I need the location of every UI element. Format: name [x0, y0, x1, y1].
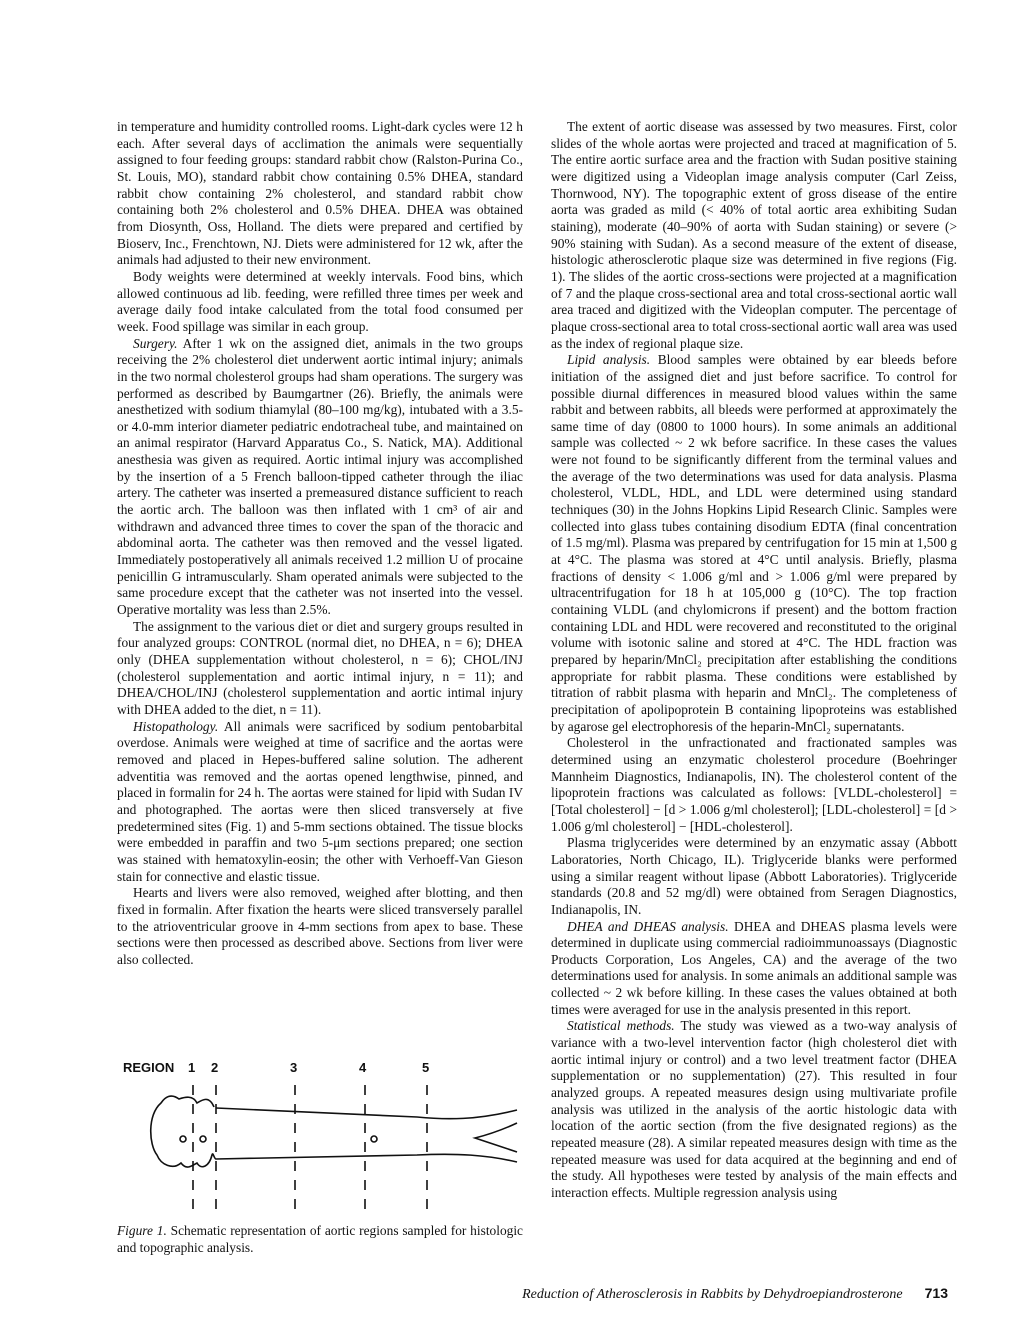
- figure-1-aorta-diagram: [117, 1055, 527, 1215]
- ostium-marker: [371, 1136, 377, 1142]
- region-number: 2: [211, 1060, 219, 1075]
- aorta-lower-wall: [216, 1154, 517, 1162]
- region-label: REGION: [123, 1060, 175, 1075]
- paragraph-lead: Statistical methods.: [567, 1018, 675, 1034]
- iliac-bifurcation: [475, 1123, 517, 1152]
- paragraph: [117, 119, 523, 269]
- aorta-upper-wall: [216, 1108, 517, 1119]
- paragraph-text: After 1 wk on the assigned diet, animals in the two groups receiving the 2% cholesterol diet underwent aortic intimal injury; animals in the two normal cholesterol groups had sham operations. The surgery was performed as described by Baumgartner (26). Briefly, the animals were anesthetized with sodium thiamylal (80–100 mg/kg), intubated with a 3.5- or 4.0-mm interior diameter pediatric endotracheal tube, and maintained on an animal respirator (Harvard Apparatus Co., S. Natick, MA). Additional anesthesia was given as required. Aortic intimal injury was accomplished by the insertion of a 5 French balloon-tipped catheter through the iliac artery. The catheter was inserted a premeasured distance sufficient to reach the aortic arch. The balloon was then inflated with 1 cm³ of air and withdrawn and advanced three times to cover the span of the thoracic and abdominal aorta. The catheter was then removed and the vessel ligated. Immediately postoperatively all animals received 1.2 million U of procaine penicillin G intramuscularly. Sham operated animals were subjected to the same procedure except that the catheter was not inserted into the vessel. Operative mortality was less than 2.5%.: [117, 335, 523, 618]
- paragraph: [117, 619, 523, 719]
- caption-label: Figure 1.: [117, 1223, 167, 1238]
- paragraph: [551, 835, 957, 918]
- paragraph-statistical-methods: [551, 1018, 957, 1201]
- paragraph-text: Hearts and livers were also removed, weighed after blotting, and then fixed in formalin. After fixation the hearts were sliced transversely parallel to the atrioventricular groove in 4-mm sections from apex to base. These sections were then processed as described above. Sections from liver were also collected.: [117, 885, 523, 967]
- page-footer: [522, 1285, 948, 1303]
- aortic-arch-outline: [151, 1096, 216, 1167]
- paragraph-text: Plasma triglycerides were determined by an enzymatic assay (Abbott Laboratories, North Chicago, IL). Triglyceride blanks were performed using a similar reagent without lipase (Abbott Laboratories). Triglyceride standards (20.8 and 52 mg/dl) were obtained from Seragen Diagnostics, Indianapolis, IN.: [551, 835, 957, 917]
- paragraph-text: The assignment to the various diet or diet and surgery groups resulted in four analyzed groups: CONTROL (normal diet, no DHEA, n = 6); DHEA only (DHEA supplementation without cholesterol, n = 6); CHOL/INJ (cholesterol supplementation and aortic intimal injury, n = 11); and DHEA/CHOL/INJ (cholesterol supplementation and aortic intimal injury with DHEA added to the diet, n = 11).: [117, 618, 523, 717]
- paragraph-surgery: [117, 336, 523, 619]
- paragraph-dhea-analysis: [551, 919, 957, 1019]
- ostium-marker: [200, 1136, 206, 1142]
- paragraph-text: Cholesterol in the unfractionated and fractionated samples was determined using an enzymatic cholesterol procedure (Boehringer Mannheim Diagnostics, Indianapolis, IN). The cholesterol content of the lipoprotein fractions was calculated as follows: [VLDL-cholesterol] = [Total cholesterol] − [d > 1.006 g/ml cholesterol]; [LDL-cholesterol] = [d > 1.006 g/ml cholesterol] − [HDL-cholesterol].: [551, 735, 957, 834]
- paragraph-lead: Histopathology.: [133, 718, 219, 734]
- paragraph-text: The extent of aortic disease was assessed by two measures. First, color slides of the whole aortas were projected and traced at magnification of 5. The entire aortic surface area and the fraction with Sudan positive staining were digitized using a Videoplan image analysis computer (Carl Zeiss, Thornwood, NY). The topographic extent of gross disease of the entire aorta was graded as mild (< 40% of total aortic area exhibiting Sudan staining), moderate (40–90% of aorta with Sudan staining) or severe (> 90% staining with Sudan). As a second measure of the extent of disease, histologic atherosclerotic plaque size was determined in five regions (Fig. 1). The slides of the aortic cross-sections were projected at a magnification of 7 and the plaque cross-sectional area and total cross-sectional aortic wall area traced and digitized with the Videoplan computer. The percentage of plaque cross-sectional area to total cross-sectional aortic wall area was used as the index of regional plaque size.: [551, 119, 958, 351]
- paragraph-lead: Surgery.: [133, 335, 178, 351]
- paragraph-lipid-analysis: [551, 352, 957, 735]
- page-number: 713: [924, 1285, 948, 1301]
- section-lines: [193, 1085, 427, 1215]
- figure-caption: [117, 1223, 523, 1256]
- paragraph: [117, 269, 523, 336]
- caption-text: Schematic representation of aortic regions sampled for histologic and topographic analysis.: [117, 1223, 524, 1255]
- region-number: 3: [290, 1060, 298, 1075]
- paragraph-text: The study was viewed as a two-way analysis of variance with a two-level intervention factor (high cholesterol diet with aortic intimal injury or control) and a two level treatment factor (DHEA supplementation or no supplementation) (27). This resulted in four analyzed groups. A repeated measures design using multivariate profile analysis was utilized in the analysis of the aortic histologic data with location of the aortic section (from the five designated regions) as the repeated measure (28). A similar repeated measures design with time as the repeated measure was used for data acquired at the beginning and end of the study. All hypotheses were tested by analysis of the main effects and interaction effects. Multiple regression analysis using: [551, 1018, 957, 1200]
- running-title: Reduction of Atherosclerosis in Rabbits by Dehydroepiandrosterone: [522, 1287, 903, 1302]
- right-column: [551, 119, 957, 1202]
- paragraph-text: All animals were sacrificed by sodium pentobarbital overdose. Animals were weighed at time of sacrifice and the aortas were removed and placed in Hepes-buffered saline solution. The adherent adventitia was removed and the aortas opened lengthwise, pinned, and placed in formalin for 24 h. The aortas were stained for lipid with Sudan IV and photographed. The aortas were then sliced transversely at five predetermined sites (Fig. 1) and 5-mm sections obtained. The tissue blocks were embedded in paraffin and two 5-μm sections prepared; one section was stained with hematoxylin-eosin; the other with Verhoeff-Van Gieson stain for connective and elastic tissue.: [117, 718, 523, 884]
- paragraph-lead: DHEA and DHEAS analysis.: [567, 918, 729, 934]
- paragraph-text: DHEA and DHEAS plasma levels were determined in duplicate using commercial radioimmunoassays (Diagnostic Products Corporation, Los Angeles, CA) and the average of the two determinations used for analysis. In some animals an additional sample was collected ~ 2 wk before killing. In these cases the values obtained at both times were averaged for use in the analysis presented in this report.: [551, 918, 957, 1017]
- paragraph-text: Body weights were determined at weekly intervals. Food bins, which allowed continuous ad lib. feeding, were refilled three times per week and average daily food intake calculated from the total food consumed per week. Food spillage was similar in each group.: [117, 268, 523, 334]
- region-number: 5: [422, 1060, 430, 1075]
- paragraph-lead: Lipid analysis.: [567, 352, 651, 368]
- paragraph-text: in temperature and humidity controlled rooms. Light-dark cycles were 12 h each. After several days of acclimation the animals were sequentially assigned to four feeding groups: standard rabbit chow (Ralston-Purina Co., St. Louis, MO), standard rabbit chow containing 0.5% DHEA, standard rabbit chow containing 2% cholesterol, and standard rabbit chow containing both 2% cholesterol and 0.5% DHEA. DHEA was obtained from Diosynth, Oss, Holland. The diets were prepared and certified by Bioserv, Inc., Frenchtown, NJ. Diets were administered for 12 wk, after the animals had adjusted to their new environment.: [117, 119, 523, 268]
- paragraph-histopathology: [117, 719, 523, 886]
- region-number: 1: [188, 1060, 196, 1075]
- paragraph: [551, 119, 957, 352]
- paragraph-text: Blood samples were obtained by ear bleeds before initiation of the assigned diet and just before sacrifice. To control for possible diurnal differences in measured blood values within the same rabbit and between rabbits, all bleeds were performed at approximately the same time of day (0800 to 1000 hours). In some animals an additional sample was collected ~ 2 wk before sacrifice. In these cases the values were not found to be significantly different from the terminal values and the average of the two determinations was used for data analysis. Plasma cholesterol, VLDL, HDL, and LDL were determined using standard techniques (30) in the Johns Hopkins Lipid Research Clinic. Samples were collected into glass tubes containing disodium EDTA (final concentration of 1.5 mg/ml). Plasma was prepared by centrifugation for 15 min at 1,500 g at 4°C. The plasma was stored at 4°C until analysis. Briefly, plasma fractions of density < 1.006 g/ml and > 1.006 g/ml were prepared by ultracentrifugation for 18 h at 105,000 g (10°C). The top fraction containing VLDL (and chylomicrons if present) and the bottom fraction containing LDL and HDL were recovered and reconstituted to the original volume with isotonic saline and stored at 4°C. The HDL fraction was prepared by heparin/MnCl₂ precipitation after establishing the conditions appropriate for rabbit plasma. These conditions were established by titration of rabbit plasma with heparin and MnCl₂. The completeness of precipitation of apolipoprotein B containing lipoproteins was established by agarose gel electrophoresis of the heparin-MnCl₂ supernatants.: [551, 352, 957, 734]
- paragraph: [551, 735, 957, 835]
- paragraph: [117, 885, 523, 968]
- region-number: 4: [359, 1060, 367, 1075]
- left-column: [117, 119, 523, 968]
- ostium-marker: [180, 1136, 186, 1142]
